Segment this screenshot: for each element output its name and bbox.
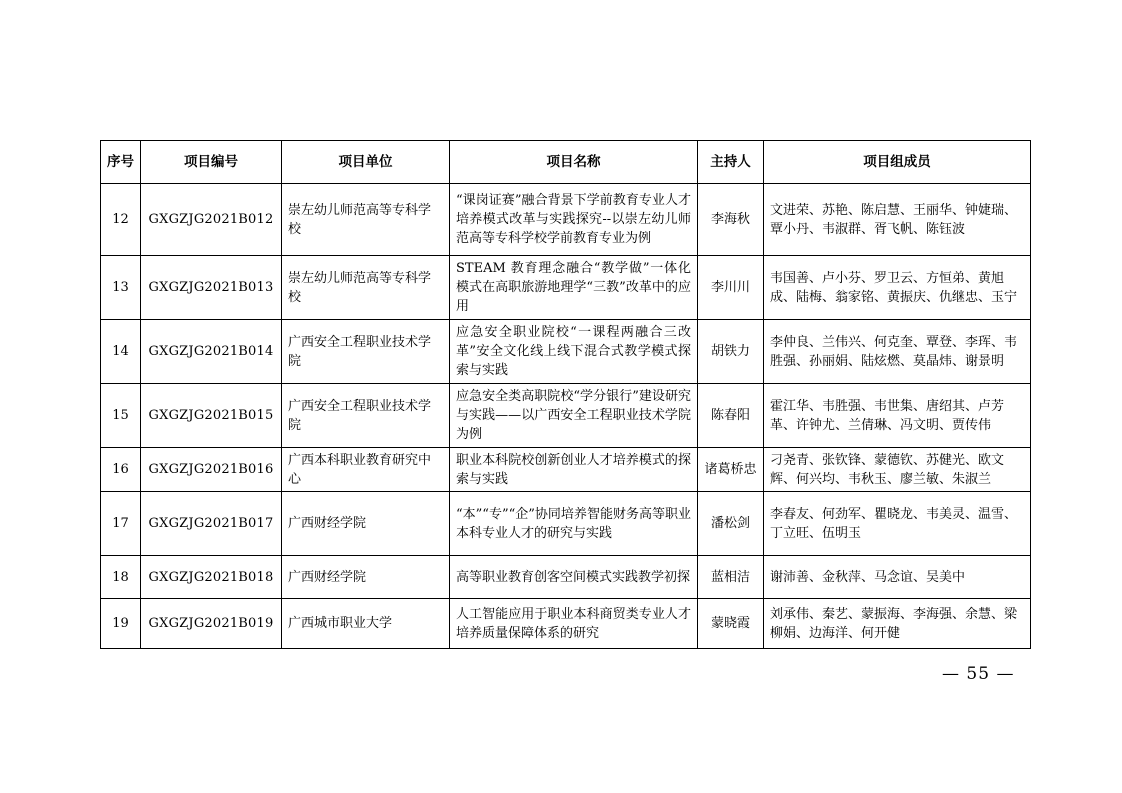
cell-seq: 15 [101, 384, 141, 448]
cell-unit: 崇左幼儿师范高等专科学校 [282, 184, 450, 256]
cell-code: GXGZJG2021B018 [141, 556, 282, 599]
cell-members: 李仲良、兰伟兴、何克奎、覃登、李珲、韦胜强、孙丽娟、陆炫燃、莫晶炜、谢景明 [764, 320, 1031, 384]
cell-seq: 13 [101, 256, 141, 320]
cell-seq: 17 [101, 492, 141, 556]
project-table [100, 140, 1031, 649]
header-project-name: 项目名称 [450, 141, 698, 184]
cell-name: STEAM 教育理念融合“教学做”一体化模式在高职旅游地理学“三教”改革中的应用 [450, 256, 698, 320]
cell-leader: 胡铁力 [698, 320, 764, 384]
table-row [101, 556, 1031, 599]
cell-leader: 潘松剑 [698, 492, 764, 556]
cell-code: GXGZJG2021B015 [141, 384, 282, 448]
table-row [101, 599, 1031, 649]
cell-unit: 崇左幼儿师范高等专科学校 [282, 256, 450, 320]
cell-leader: 李川川 [698, 256, 764, 320]
cell-leader: 李海秋 [698, 184, 764, 256]
page-number: — 55 — [942, 664, 1015, 684]
cell-code: GXGZJG2021B014 [141, 320, 282, 384]
cell-name: 应急安全职业院校“一课程两融合三改革”安全文化线上线下混合式教学模式探索与实践 [450, 320, 698, 384]
cell-seq: 16 [101, 448, 141, 492]
cell-members: 刘承伟、秦艺、蒙振海、李海强、余慧、梁柳娟、边海洋、何开健 [764, 599, 1031, 649]
header-leader: 主持人 [698, 141, 764, 184]
cell-leader: 陈春阳 [698, 384, 764, 448]
table-row [101, 320, 1031, 384]
cell-unit: 广西安全工程职业技术学院 [282, 384, 450, 448]
cell-name: “本”“专”“企”协同培养智能财务高等职业本科专业人才的研究与实践 [450, 492, 698, 556]
cell-seq: 12 [101, 184, 141, 256]
table-row [101, 184, 1031, 256]
cell-leader: 蓝相洁 [698, 556, 764, 599]
cell-seq: 14 [101, 320, 141, 384]
cell-members: 文进荣、苏艳、陈启慧、王丽华、钟婕瑞、覃小丹、韦淑群、胥飞帆、陈钰波 [764, 184, 1031, 256]
cell-code: GXGZJG2021B019 [141, 599, 282, 649]
header-project-unit: 项目单位 [282, 141, 450, 184]
cell-name: 职业本科院校创新创业人才培养模式的探索与实践 [450, 448, 698, 492]
cell-name: 高等职业教育创客空间模式实践教学初探 [450, 556, 698, 599]
cell-code: GXGZJG2021B017 [141, 492, 282, 556]
table-header-row [101, 141, 1031, 184]
cell-members: 霍江华、韦胜强、韦世集、唐绍其、卢芳革、许钟尤、兰倩琳、冯文明、贾传伟 [764, 384, 1031, 448]
table-row [101, 492, 1031, 556]
cell-code: GXGZJG2021B016 [141, 448, 282, 492]
cell-seq: 19 [101, 599, 141, 649]
cell-leader: 蒙晓霞 [698, 599, 764, 649]
cell-unit: 广西本科职业教育研究中心 [282, 448, 450, 492]
cell-unit: 广西安全工程职业技术学院 [282, 320, 450, 384]
cell-unit: 广西财经学院 [282, 556, 450, 599]
cell-code: GXGZJG2021B013 [141, 256, 282, 320]
header-members: 项目组成员 [764, 141, 1031, 184]
header-project-code: 项目编号 [141, 141, 282, 184]
table-row [101, 384, 1031, 448]
table-row [101, 448, 1031, 492]
cell-members: 谢沛善、金秋萍、马念谊、吴美中 [764, 556, 1031, 599]
cell-unit: 广西城市职业大学 [282, 599, 450, 649]
cell-code: GXGZJG2021B012 [141, 184, 282, 256]
cell-unit: 广西财经学院 [282, 492, 450, 556]
cell-members: 韦国善、卢小芬、罗卫云、方恒弟、黄旭成、陆梅、翁家铭、黄振庆、仇继忠、玉宁 [764, 256, 1031, 320]
cell-members: 刁尧青、张钦锋、蒙德钦、苏健光、欧文辉、何兴均、韦秋玉、廖兰敏、朱淑兰 [764, 448, 1031, 492]
cell-name: 应急安全类高职院校“学分银行”建设研究与实践——以广西安全工程职业技术学院为例 [450, 384, 698, 448]
cell-name: 人工智能应用于职业本科商贸类专业人才培养质量保障体系的研究 [450, 599, 698, 649]
table-row [101, 256, 1031, 320]
header-seq: 序号 [101, 141, 141, 184]
cell-members: 李春友、何劲军、瞿晓龙、韦美灵、温雪、丁立旺、伍明玉 [764, 492, 1031, 556]
cell-seq: 18 [101, 556, 141, 599]
cell-leader: 诸葛桥忠 [698, 448, 764, 492]
cell-name: “课岗证赛”融合背景下学前教育专业人才培养模式改革与实践探究--以崇左幼儿师范高等专科学校学前教育专业为例 [450, 184, 698, 256]
